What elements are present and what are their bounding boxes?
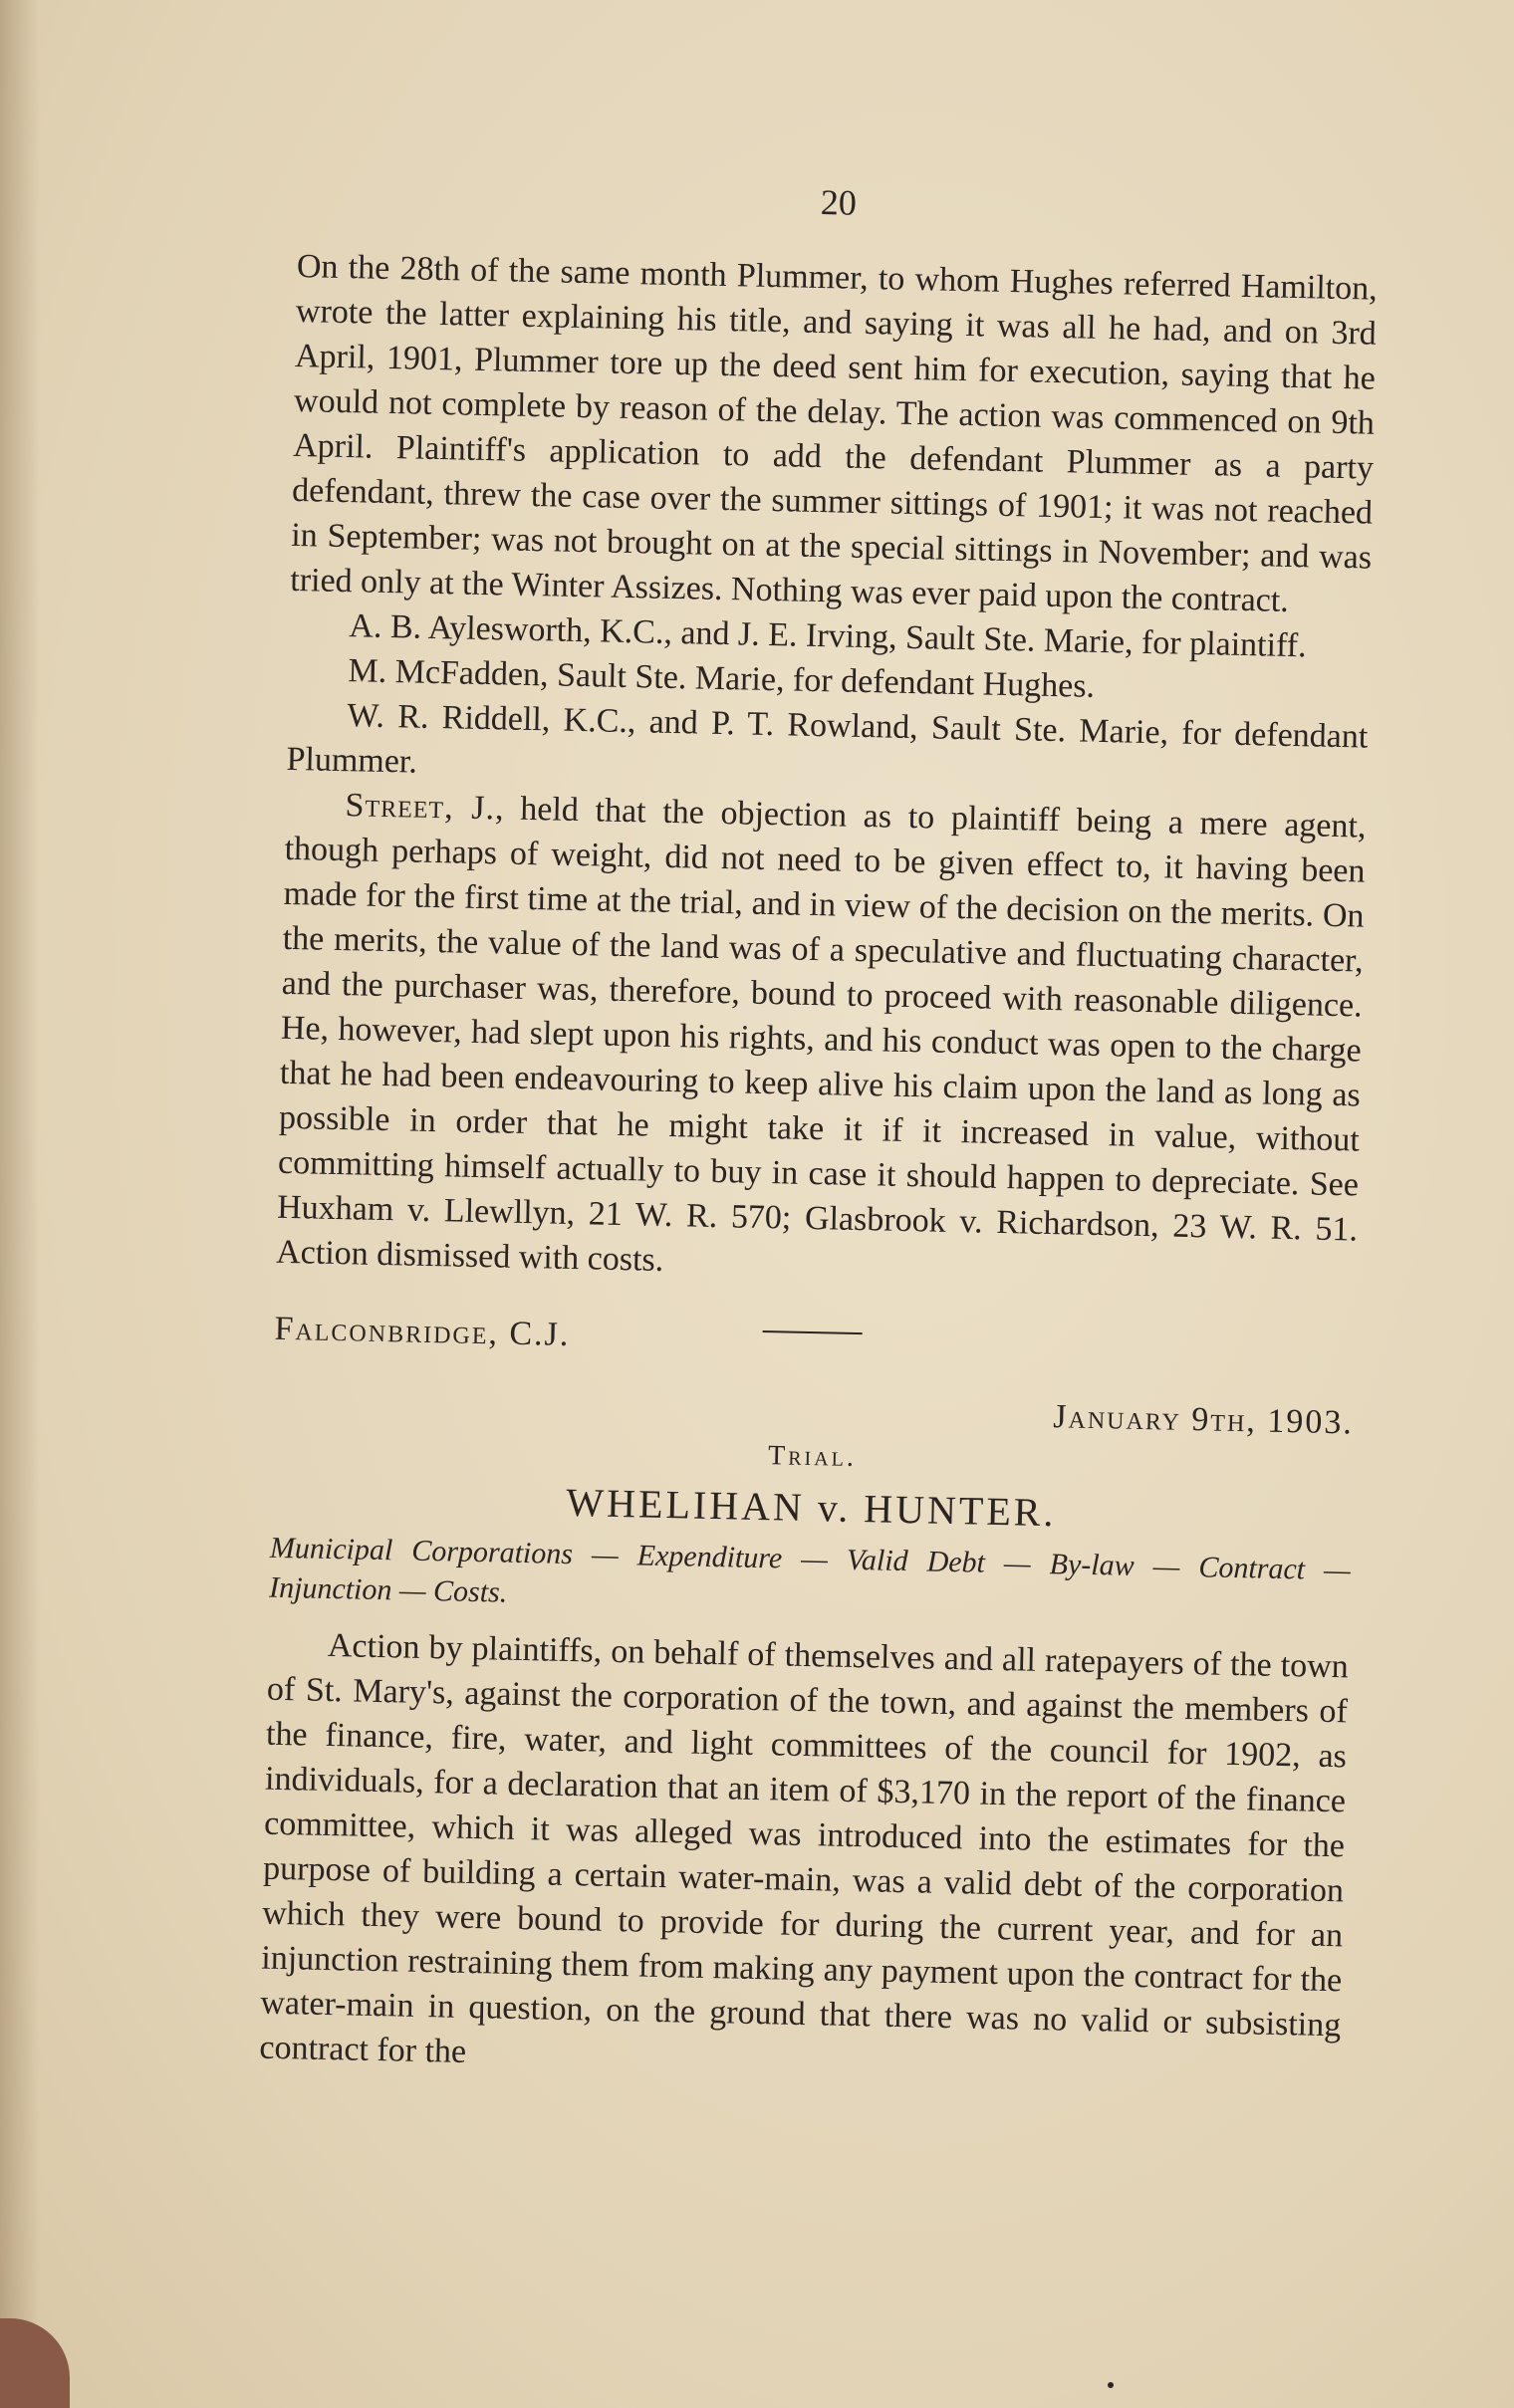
headnote: Municipal Corporations — Expenditure — Valid Debt — By-law — Contract — Injunction — Costs. — [268, 1531, 1352, 1609]
counsel-defendant-hughes: M. McFadden, Sault Ste. Marie, for defendant Hughes. — [348, 652, 1096, 705]
paragraph-judgment — [276, 782, 1367, 1298]
page-number: 20 — [820, 181, 858, 223]
page-content — [259, 169, 1380, 2092]
judge-name-street: Street, J. — [345, 787, 496, 828]
judge-name: Falconbridge, C.J. — [274, 1310, 571, 1353]
paragraph-facts: On the 28th of the same month Plummer, to whom Hughes referred Hamilton, wrote the latter explaining his title, and saying it was all he had, and on 3rd April, 1901, Plummer tore up the deed sent him for execution, saying that he would not complete by reason of the delay. The action was commenced on 9th April. Plaintiff's application to add the defendant Plummer as a party defendant, threw the case over the summer sittings of 1901; it was not reached in September; was not brought on at the special sittings in November; and was tried only at the Winter Assizes. Nothing was ever paid upon the contract. — [289, 247, 1379, 619]
case-title: WHELIHAN v. HUNTER. — [565, 1479, 1057, 1536]
page-edge-shadow — [0, 0, 40, 2408]
ink-dot — [1108, 2382, 1114, 2388]
thumb-corner — [0, 2318, 70, 2408]
decision-date: January 9th, 1903. — [1052, 1398, 1355, 1442]
counsel-defendant-plummer: W. R. Riddell, K.C., and P. T. Rowland, Sault Ste. Marie, for defendant Plummer. — [286, 697, 1369, 781]
trial-label: Trial. — [767, 1440, 858, 1474]
divider-rule — [763, 1330, 863, 1334]
section-divider — [274, 1299, 1356, 1391]
judgment-text: , held that the objection as to plaintiff being a mere agent, though perhaps of weight, did not need to be given effect to, it having been made for the first time at the trial, and in view of the decision on the merits. On the merits, the value of the land was of a speculative and fluctuating character, and the purchaser was, therefore, bound to proceed with reasonable diligence. He, however, had slept upon his rights, and his conduct was open to the charge that he had been endeavouring to keep alive his claim upon the land as long as possible in order that he might take it if it increased in value, without committing himself actually to buy in case it should happen to depreciate. See Huxham v. Llewllyn, 21 W. R. 570; Glasbrook v. Richardson, 23 W. R. 51. Action dismissed with costs. — [275, 790, 1367, 1279]
counsel-plaintiff: A. B. Aylesworth, K.C., and J. E. Irving, Sault Ste. Marie, for plaintiff. — [349, 607, 1307, 665]
paragraph-action: Action by plaintiffs, on behalf of themselves and all ratepayers of the town of St. Mary's, against the corporation of the town, and against the members of the finance, fire, water, and light committees of the council for 1902, as individuals, for a declaration that an item of $3,170 in the report of the finance committee, which it was alleged was introduced into the estimates for the purpose of building a certain water-main, was a valid debt of the corporation which they were bound to provide for during the current year, and for an injunction restraining them from making any payment upon the contract for the water-main in question, on the ground that there was no valid or subsisting contract for the — [259, 1626, 1350, 2070]
